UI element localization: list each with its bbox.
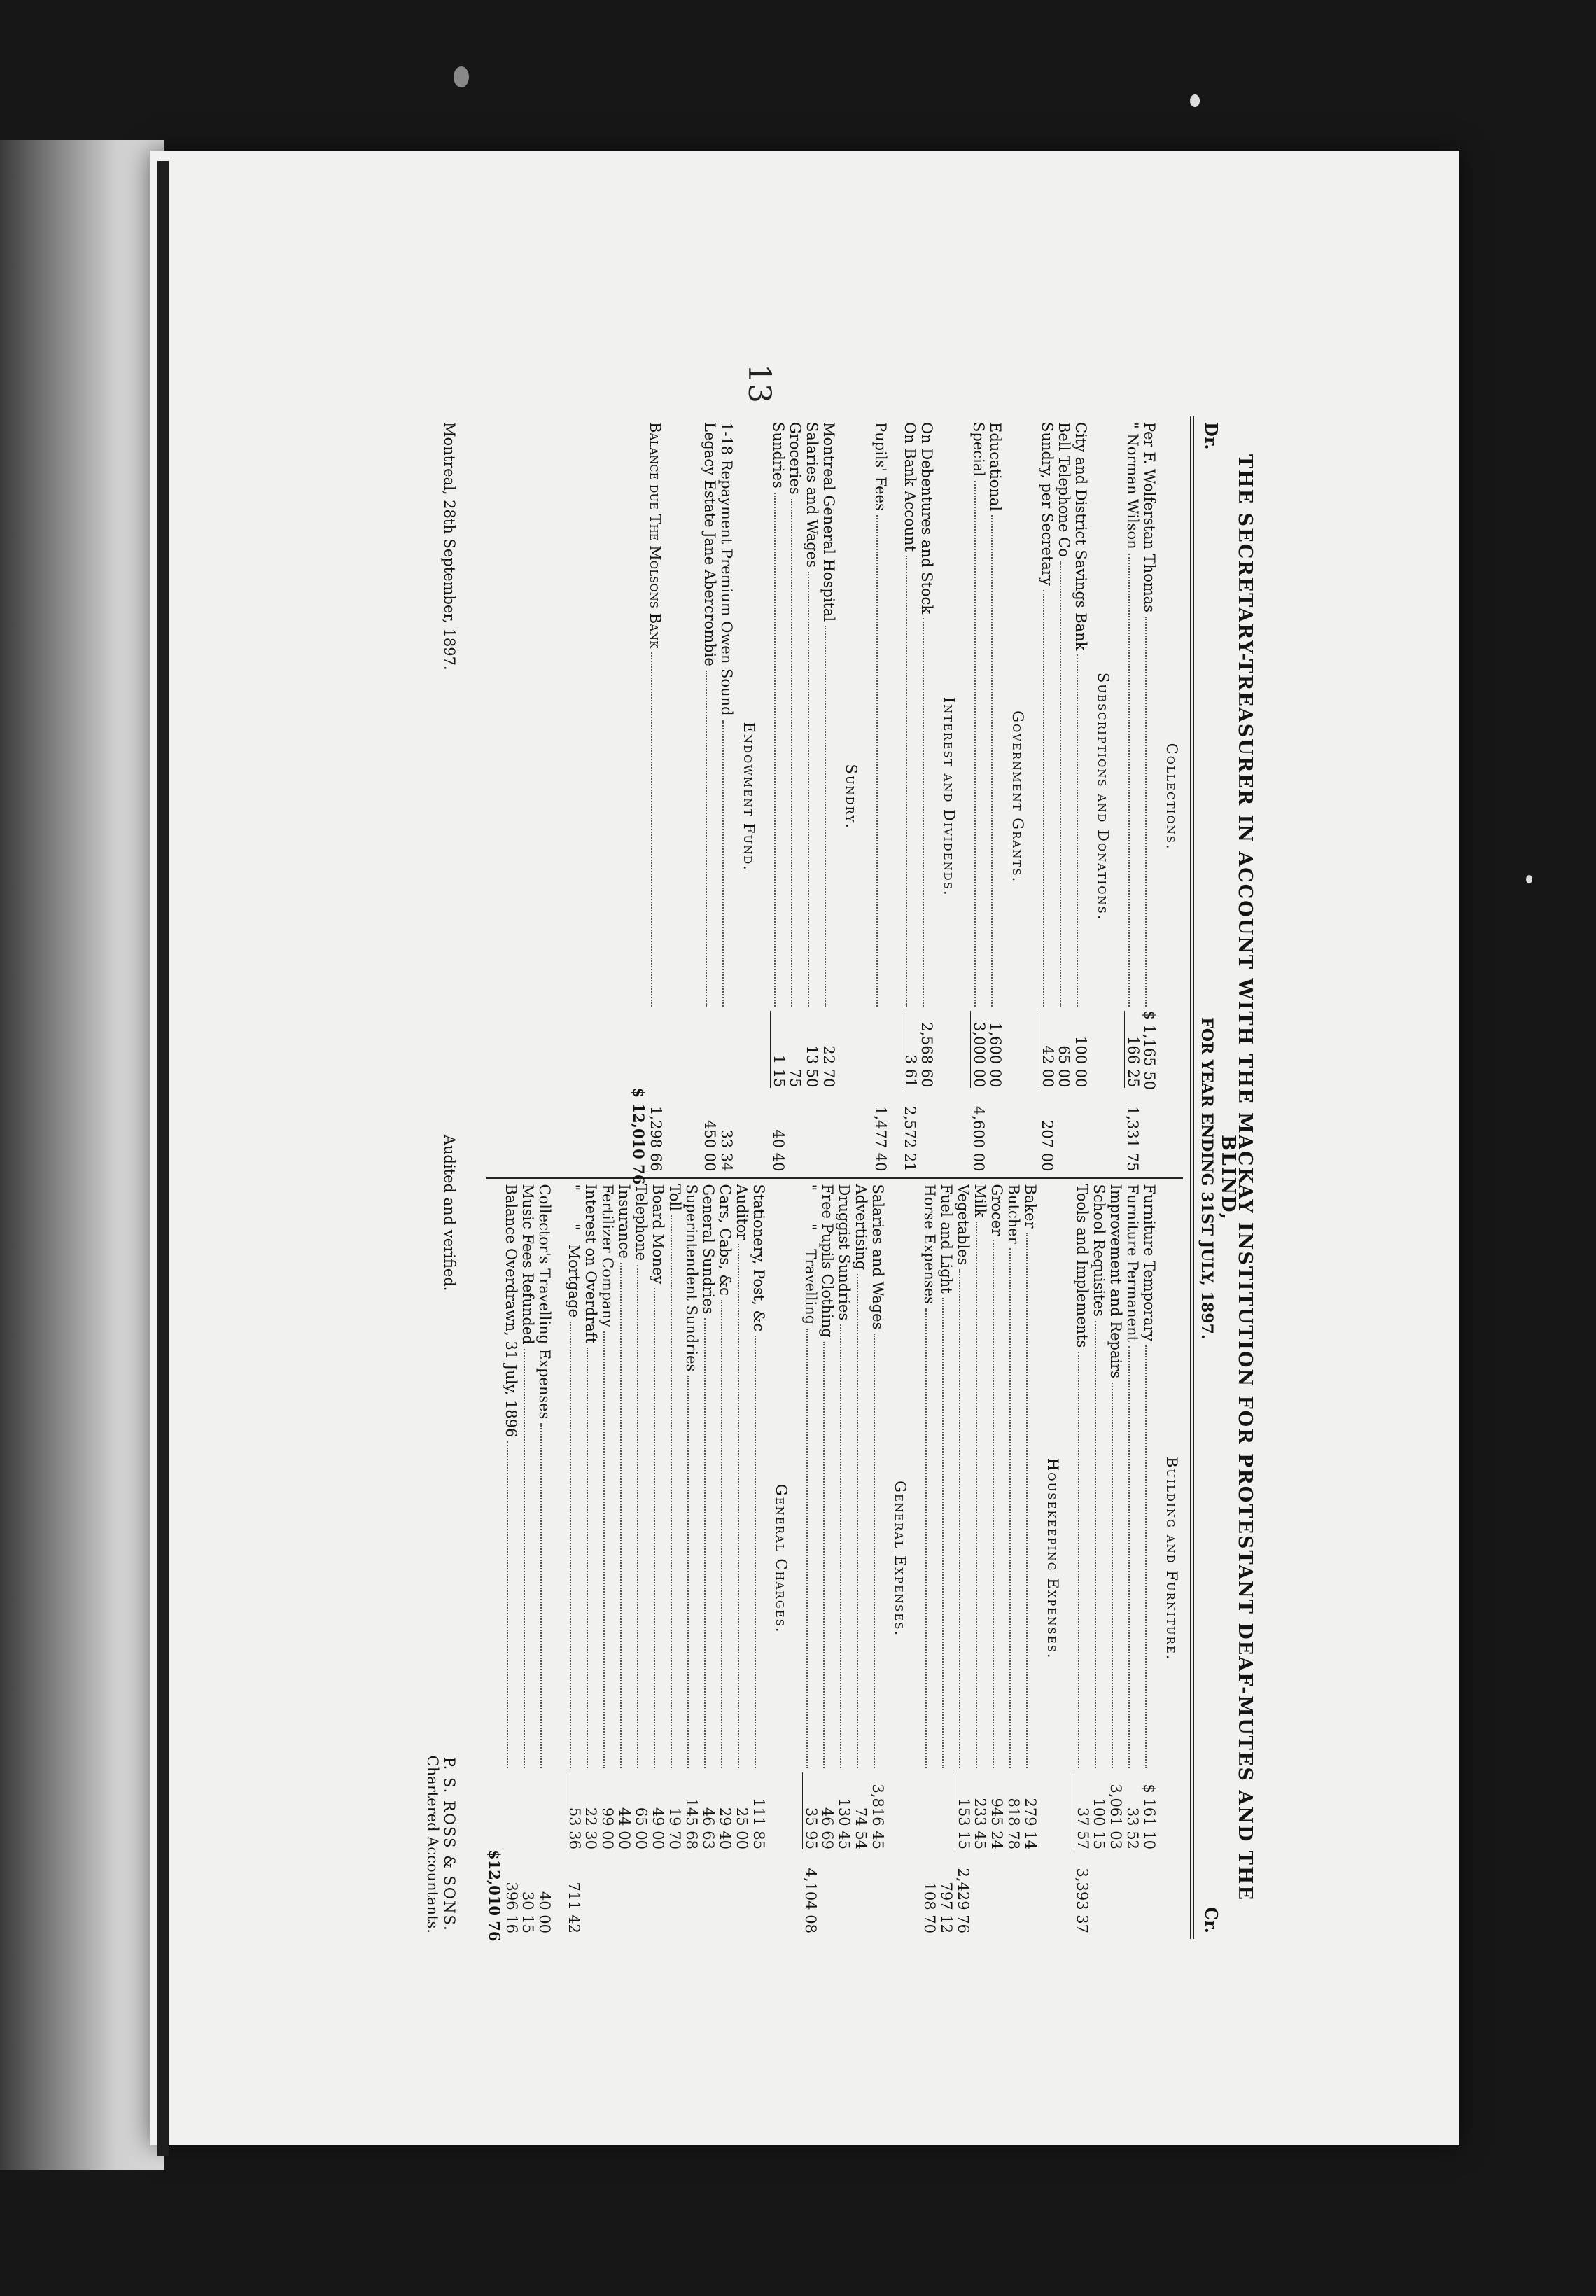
ledger-columns	[486, 416, 1183, 1942]
section-title: Subscriptions and Donations.	[1095, 672, 1112, 921]
row-label: Cars, Cabs, &c	[717, 1184, 734, 1296]
row-amount: 53 36	[566, 1772, 583, 1849]
row-amount: 25 00	[734, 1807, 750, 1849]
ledger-row	[938, 1184, 955, 1934]
row-amount: 1,600 00	[987, 1021, 1004, 1088]
row-amount: 35 95	[802, 1772, 820, 1849]
row-amount: 100 00	[1072, 1036, 1089, 1088]
ledger-row	[1005, 1184, 1022, 1934]
row-amount: 37 57	[1074, 1772, 1091, 1849]
statement-date: Montreal, 28th September, 1897.	[441, 422, 458, 671]
ledger-row	[503, 1184, 519, 1934]
row-amount: 100 15	[1091, 1798, 1107, 1849]
row-label: Interest on Overdraft	[582, 1184, 599, 1344]
ledger-row	[921, 1184, 938, 1934]
row-total: 40 40	[770, 1129, 787, 1172]
account-ledger	[424, 416, 1256, 1942]
row-amount: 49 00	[650, 1807, 666, 1849]
row-label: Toll	[666, 1184, 683, 1211]
row-amount: 2,568 60	[918, 1021, 935, 1088]
row-total: 4,600 00	[970, 1105, 987, 1172]
credit-marker: Cr.	[1201, 1907, 1222, 1933]
row-amount: 65 00	[1056, 1045, 1072, 1088]
film-speck	[454, 66, 469, 88]
row-total: 40 00	[536, 1891, 553, 1933]
ledger-period: FOR YEAR ENDING 31ST JULY, 1897.	[1198, 1017, 1216, 1340]
ledger-row	[972, 1184, 988, 1934]
ledger-row	[630, 422, 648, 1185]
row-label: Balance due The Molsons Bank	[647, 422, 664, 649]
row-label: Bell Telephone Co	[1056, 422, 1072, 557]
row-total: 33 34	[718, 1129, 735, 1172]
row-label: Butcher	[1005, 1184, 1022, 1244]
row-label: Pupils' Fees	[872, 422, 889, 511]
section-title: Interest and Dividends.	[941, 696, 958, 897]
ledger-row	[1141, 422, 1158, 1172]
section-title: General Charges.	[773, 1483, 790, 1634]
row-amount: 3,816 45	[869, 1784, 886, 1849]
section-title: Collections.	[1163, 743, 1180, 850]
ledger-row	[650, 1184, 666, 1934]
row-label: General Sundries	[700, 1184, 717, 1315]
row-label: Furniture Temporary	[1141, 1184, 1158, 1342]
ledger-row	[853, 1184, 869, 1934]
ledger-row	[1039, 422, 1056, 1172]
row-amount: 1 15	[770, 1011, 788, 1088]
auditor-name: P. S. ROSS & SONS.	[441, 1756, 458, 1932]
page-gutter	[158, 161, 169, 2156]
audit-note: Audited and verified.	[441, 1134, 458, 1292]
double-rule	[1190, 416, 1194, 1939]
debit-marker: Dr.	[1201, 422, 1222, 450]
row-total: 3,393 37	[1074, 1868, 1091, 1933]
ledger-title: THE SECRETARY-TREASURER IN ACCOUNT WITH THE MACKAY INSTITUTION FOR PROTESTANT DEAF-MUTES AND THE BLIND,	[1217, 454, 1256, 1901]
row-amount: 65 00	[633, 1807, 650, 1849]
row-label: Free Pupils Clothing	[819, 1184, 836, 1338]
row-label: Sundries	[770, 422, 787, 489]
row-amount: 42 00	[1039, 1011, 1056, 1088]
row-label: Vegetables	[955, 1184, 972, 1266]
ledger-row	[718, 422, 735, 1172]
row-label: Special	[970, 422, 987, 477]
row-label: On Debentures and Stock	[918, 422, 935, 615]
row-label: Improvement and Repairs	[1107, 1184, 1124, 1379]
row-amount: 74 54	[853, 1807, 869, 1849]
row-total: 4,104 08	[802, 1868, 819, 1933]
ledger-row	[700, 1184, 717, 1934]
row-total: 30 15	[519, 1891, 536, 1933]
row-label: Legacy Estate Jane Abercrombie	[701, 422, 718, 666]
row-label: Tools and Implements	[1074, 1184, 1091, 1348]
row-label: Advertising	[853, 1184, 869, 1270]
ledger-row	[486, 1184, 503, 1942]
ledger-row	[987, 422, 1004, 1172]
ledger-row	[820, 422, 837, 1172]
row-amount: 3,061 03	[1107, 1784, 1124, 1849]
ledger-row	[566, 1184, 582, 1934]
row-amount: 22 30	[582, 1807, 599, 1849]
row-amount: 29 40	[717, 1807, 734, 1849]
ledger-row	[519, 1184, 536, 1934]
row-amount: 99 00	[599, 1807, 616, 1849]
ledger-row	[666, 1184, 683, 1934]
row-total: 1,477 40	[872, 1105, 889, 1172]
row-label: Grocer	[988, 1184, 1005, 1236]
row-amount: 111 85	[750, 1798, 767, 1849]
debit-column	[486, 416, 1183, 1185]
ledger-row	[955, 1184, 972, 1934]
section-title: Government Grants.	[1009, 710, 1026, 883]
ledger-row	[1107, 1184, 1124, 1934]
row-total: 797 12	[938, 1882, 955, 1933]
credit-column	[486, 1179, 1183, 1940]
section-title: Building and Furniture.	[1163, 1457, 1180, 1661]
ledger-row	[787, 422, 804, 1172]
row-amount: 818 78	[1005, 1798, 1022, 1849]
row-amount: 46 63	[700, 1807, 717, 1849]
row-label: Telephone	[633, 1184, 650, 1261]
auditor-title: Chartered Accountants.	[424, 1755, 441, 1933]
section-title: Housekeeping Expenses.	[1044, 1457, 1061, 1660]
ledger-row	[902, 422, 918, 1172]
row-total: 1,298 66	[647, 1088, 664, 1172]
ledger-row	[599, 1184, 616, 1934]
row-label: On Bank Account	[902, 422, 918, 552]
ledger-row	[1124, 1184, 1141, 1934]
row-label: Baker	[1022, 1184, 1039, 1228]
row-total: 108 70	[921, 1882, 938, 1933]
ledger-row	[633, 1184, 650, 1934]
row-label: Music Fees Refunded	[519, 1184, 536, 1345]
auditor-signature	[424, 1756, 458, 1933]
row-amount: 153 15	[955, 1772, 972, 1849]
row-amount: 75	[787, 1068, 804, 1088]
row-label: 1-18 Repayment Premium Owen Sound	[718, 422, 735, 716]
row-label: City and District Savings Bank	[1072, 422, 1089, 651]
row-total: 2,429 76	[955, 1868, 972, 1933]
row-amount: 22 70	[820, 1045, 837, 1088]
row-amount: 44 00	[616, 1807, 633, 1849]
row-amount: 19 70	[666, 1807, 683, 1849]
row-amount: 279 14	[1022, 1798, 1039, 1849]
ledger-row	[734, 1184, 750, 1934]
ledger-row	[869, 1184, 886, 1934]
ledger-row	[717, 1184, 734, 1934]
row-label: Sundry, per Secretary	[1039, 422, 1056, 586]
row-amount: 46 69	[819, 1807, 836, 1849]
row-label: Fertilizer Company	[599, 1184, 616, 1328]
row-label: Board Money	[650, 1184, 666, 1284]
ledger-footer	[424, 416, 458, 1939]
ledger-row	[1124, 422, 1141, 1172]
section-title: General Expenses.	[892, 1480, 909, 1637]
section-title: Endowment Fund.	[741, 722, 757, 872]
row-label: " " Travelling	[802, 1184, 819, 1325]
ledger-row	[1074, 1184, 1091, 1934]
film-speck	[1526, 875, 1532, 883]
row-label: Insurance	[616, 1184, 633, 1259]
ledger-row	[836, 1184, 853, 1934]
ledger-row	[802, 1184, 819, 1934]
film-speck	[1190, 94, 1200, 107]
row-total: 2,572 21	[902, 1105, 918, 1172]
ledger-row	[1072, 422, 1089, 1172]
ledger-subheader	[1198, 416, 1222, 1939]
ledger-row	[970, 422, 987, 1172]
credit-grand-total: $12,010 76	[486, 1849, 503, 1942]
ledger-row	[582, 1184, 599, 1934]
ledger-row	[988, 1184, 1005, 1934]
ledger-row	[872, 422, 889, 1172]
ledger-row	[683, 1184, 700, 1934]
ledger-row	[1141, 1184, 1158, 1934]
row-label: Druggist Sundries	[836, 1184, 853, 1321]
row-label: Per F. Wolferstan Thomas	[1141, 422, 1158, 613]
row-amount: 233 45	[972, 1798, 988, 1849]
row-label: Educational	[987, 422, 1004, 512]
row-amount: 166 25	[1124, 1011, 1142, 1088]
row-amount: 3 61	[902, 1011, 919, 1088]
ledger-row	[1056, 422, 1072, 1172]
row-label: Collector's Travelling Expenses	[536, 1184, 553, 1420]
row-label: Groceries	[787, 422, 804, 495]
row-amount: $ 1,165 50	[1141, 1010, 1158, 1091]
row-amount: 3,000 00	[970, 1011, 988, 1088]
ledger-row	[750, 1184, 767, 1934]
row-label: " Norman Wilson	[1124, 422, 1141, 550]
row-total: 1,331 75	[1124, 1105, 1141, 1172]
row-label: Balance Overdrawn, 31 July, 1896	[503, 1184, 519, 1438]
ledger-row	[918, 422, 935, 1172]
row-amount: 13 50	[804, 1045, 820, 1088]
row-amount: $ 161 10	[1141, 1784, 1158, 1849]
row-total: 207 00	[1039, 1120, 1056, 1172]
ledger-row	[647, 422, 664, 1172]
row-label: Stationery, Post, &c	[750, 1184, 767, 1332]
row-label: Salaries and Wages	[804, 422, 820, 568]
row-label: Salaries and Wages	[869, 1184, 886, 1330]
ledger-row	[536, 1184, 553, 1934]
row-total: 450 00	[701, 1120, 718, 1172]
row-label: Horse Expenses	[921, 1184, 938, 1304]
debit-grand-total: $ 12,010 76	[630, 1087, 648, 1185]
row-label: Auditor	[734, 1184, 750, 1240]
row-amount: 145 68	[683, 1798, 700, 1849]
ledger-row	[1022, 1184, 1039, 1934]
ledger-row	[701, 422, 718, 1172]
adjacent-page-edge	[0, 140, 164, 2170]
ledger-row	[819, 1184, 836, 1934]
row-label: Superintendent Sundries	[683, 1184, 700, 1372]
row-total: 711 42	[566, 1882, 582, 1933]
row-label: Montreal General Hospital	[820, 422, 837, 622]
ledger-row	[804, 422, 820, 1172]
page-number: 13	[741, 364, 777, 403]
row-label: Fuel and Light	[938, 1184, 955, 1294]
row-amount: 130 45	[836, 1798, 853, 1849]
section-title: Sundry.	[843, 764, 860, 830]
row-label: Milk	[972, 1184, 988, 1218]
row-label: " " Mortgage	[566, 1184, 582, 1318]
ledger-row	[770, 422, 787, 1172]
row-label: Furniture Permanent	[1124, 1184, 1141, 1342]
ledger-row	[616, 1184, 633, 1934]
row-amount: 33 52	[1124, 1807, 1141, 1849]
row-label: School Requisites	[1091, 1184, 1107, 1317]
row-total: 396 16	[503, 1849, 520, 1933]
ledger-row	[1091, 1184, 1107, 1934]
row-amount: 945 24	[988, 1798, 1005, 1849]
